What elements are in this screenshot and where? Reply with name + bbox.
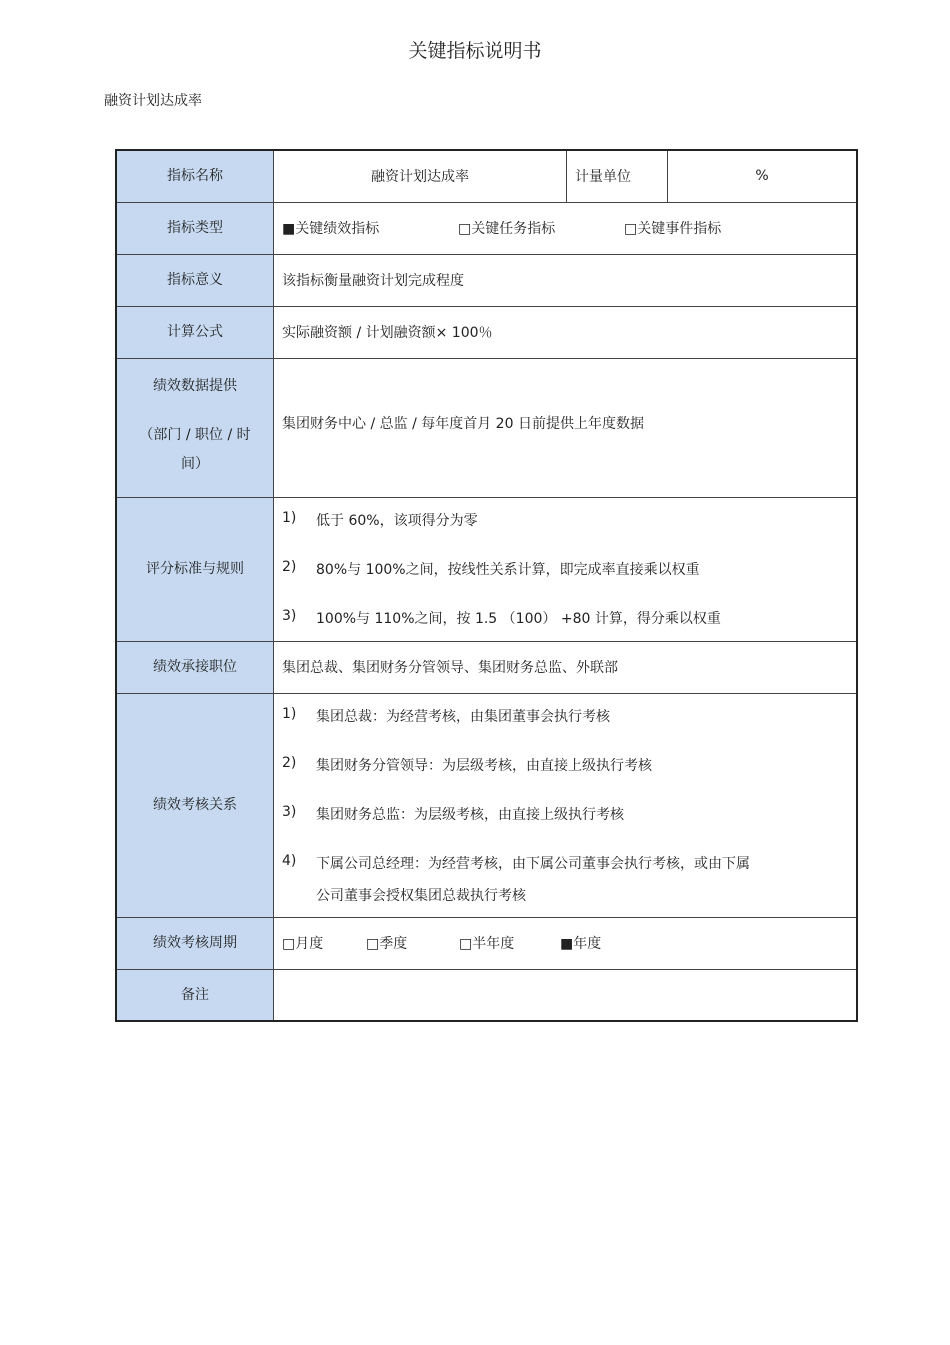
row-data-provider: [116, 358, 857, 497]
unchecked-box-icon: □: [366, 936, 380, 952]
relation-item: 3) 集团财务总监：为层级考核，由直接上级执行考核: [282, 803, 624, 823]
option-half-year: □半年度: [459, 936, 515, 952]
value-positions: 集团总裁、集团财务分管领导、集团财务总监、外联部: [274, 641, 858, 693]
label-positions: 绩效承接职位: [116, 641, 274, 693]
label-formula: 计算公式: [116, 306, 274, 358]
value-scoring: [274, 497, 858, 641]
checked-box-icon: ■: [560, 936, 574, 952]
relation-item: 4) 下属公司总经理：为经营考核，由下属公司董事会执行考核，或由下属 公司董事会授权集团总裁执行考核: [282, 852, 750, 904]
label-indicator-name: 指标名称: [116, 150, 274, 202]
row-scoring: [116, 497, 857, 641]
value-unit: %: [668, 150, 858, 202]
unchecked-box-icon: □: [282, 936, 296, 952]
relation-item: 1) 集团总裁：为经营考核，由集团董事会执行考核: [282, 705, 610, 725]
value-period: [274, 917, 858, 969]
kpi-table: [115, 149, 858, 1022]
scoring-item: 2) 80%与 100%之间，按线性关系计算，即完成率直接乘以权重: [282, 559, 700, 578]
option-quarterly: □季度: [366, 936, 408, 952]
value-formula: 实际融资额 / 计划融资额× 100％: [274, 306, 858, 358]
row-meaning: [116, 254, 857, 306]
document-subtitle: 融资计划达成率: [104, 93, 202, 109]
label-meaning: 指标意义: [116, 254, 274, 306]
label-data-provider: 绩效数据提供 （部门 / 职位 / 时 间）: [116, 358, 274, 497]
option-key-event: □关键事件指标: [624, 221, 722, 237]
value-indicator-type: [274, 202, 858, 254]
row-indicator-type: [116, 202, 857, 254]
label-unit: 计量单位: [567, 150, 668, 202]
value-data-provider: 集团财务中心 / 总监 / 每年度首月 20 日前提供上年度数据: [274, 358, 858, 497]
label-period: 绩效考核周期: [116, 917, 274, 969]
option-kpi: ■关键绩效指标: [282, 221, 380, 237]
value-relations: [274, 693, 858, 917]
label-relations: 绩效考核关系: [116, 693, 274, 917]
value-indicator-name: 融资计划达成率: [274, 150, 567, 202]
option-key-task: □关键任务指标: [458, 221, 556, 237]
scoring-item: 3) 100%与 110%之间，按 1.5 （100） +80 计算，得分乘以权重: [282, 608, 721, 627]
option-yearly: ■年度: [560, 936, 602, 952]
label-indicator-type: 指标类型: [116, 202, 274, 254]
document-title: 关键指标说明书: [408, 40, 542, 62]
option-monthly: □月度: [282, 936, 324, 952]
row-indicator-name: [116, 150, 857, 202]
row-relations: [116, 693, 857, 917]
row-formula: [116, 306, 857, 358]
unchecked-box-icon: □: [459, 936, 473, 952]
label-scoring: 评分标准与规则: [116, 497, 274, 641]
unchecked-box-icon: □: [624, 221, 638, 237]
unchecked-box-icon: □: [458, 221, 472, 237]
row-period: [116, 917, 857, 969]
row-remarks: [116, 969, 857, 1021]
scoring-item: 1) 低于 60%，该项得分为零: [282, 510, 478, 529]
value-meaning: 该指标衡量融资计划完成程度: [274, 254, 858, 306]
value-remarks: [274, 969, 858, 1021]
relation-item: 2) 集团财务分管领导：为层级考核，由直接上级执行考核: [282, 754, 652, 774]
label-remarks: 备注: [116, 969, 274, 1021]
row-positions: [116, 641, 857, 693]
checked-box-icon: ■: [282, 221, 296, 237]
